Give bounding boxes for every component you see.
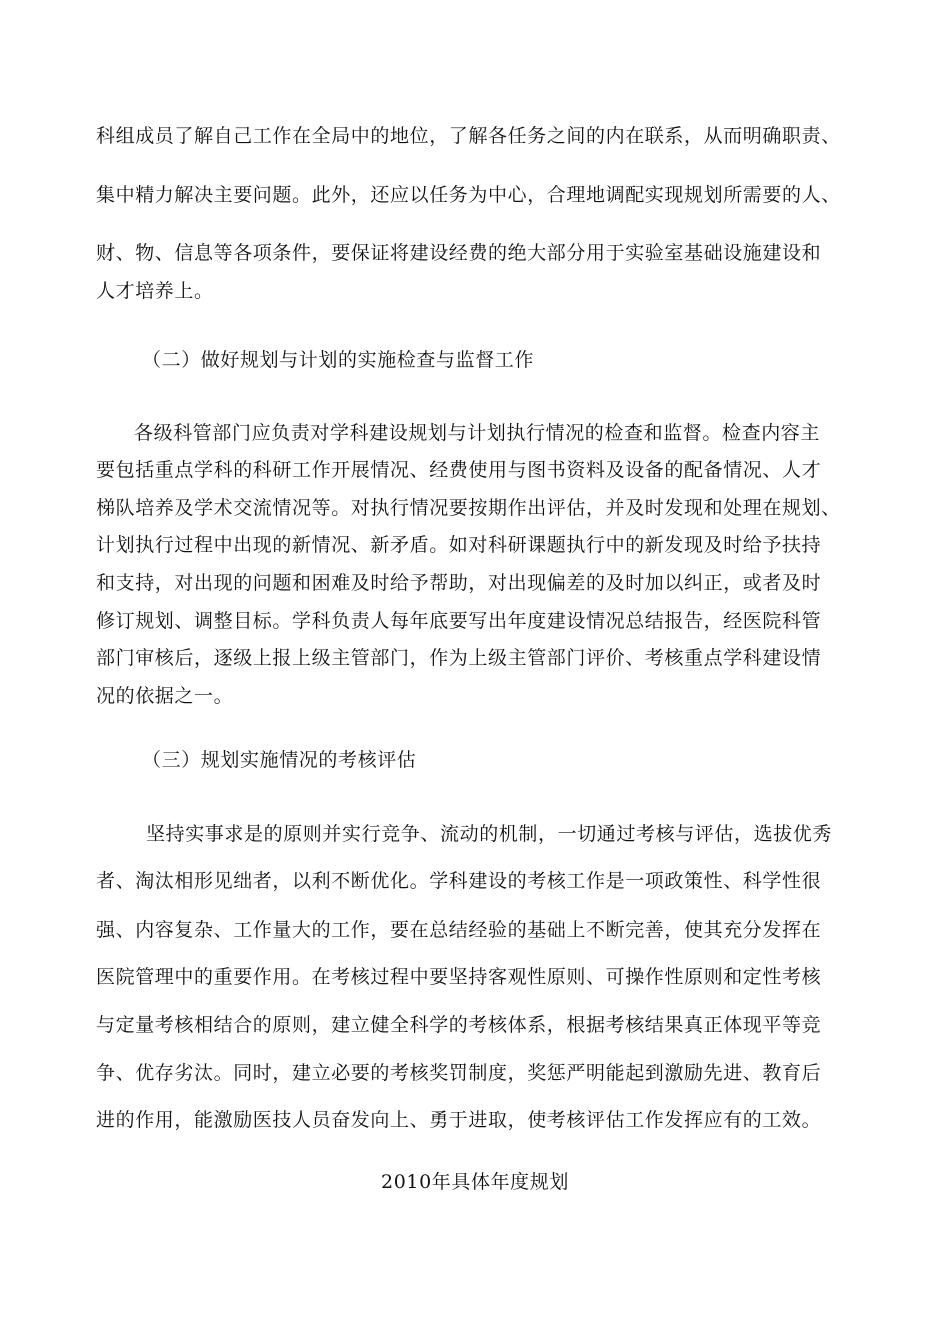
section3-line-4: 医院管理中的重要作用。在考核过程中要坚持客观性原则、可操作性原则和定性考核 — [96, 966, 822, 988]
section3-line-6: 争、优存劣汰。同时，建立必要的考核奖罚制度，奖惩严明能起到激励先进、教育后 — [96, 1062, 822, 1084]
paragraph1-line-4: 人才培养上。 — [96, 280, 214, 302]
section3-line-5: 与定量考核相结合的原则，建立健全科学的考核体系，根据考核结果真正体现平等竞 — [96, 1014, 822, 1036]
section3-line-1: 坚持实事求是的原则并实行竞争、流动的机制，一切通过考核与评估，选拔优秀 — [146, 823, 833, 845]
paragraph1-line-3: 财、物、信息等各项条件，要保证将建设经费的绝大部分用于实验室基础设施建设和 — [96, 242, 822, 264]
section3-line-3: 强、内容复杂、工作量大的工作，要在总结经验的基础上不断完善，使其充分发挥在 — [96, 919, 822, 941]
section2-line-6: 修订规划、调整目标。学科负责人每年底要写出年度建设情况总结报告，经医院科管 — [96, 610, 822, 632]
section2-line-5: 和支持，对出现的问题和困难及时给予帮助，对出现偏差的及时加以纠正，或者及时 — [96, 572, 822, 594]
section3-line-2: 者、淘汰相形见绌者，以利不断优化。学科建设的考核工作是一项政策性、科学性很 — [96, 870, 822, 892]
section2-line-8: 况的依据之一。 — [96, 685, 234, 707]
paragraph1-line-2: 集中精力解决主要问题。此外，还应以任务为中心，合理地调配实现规划所需要的人、 — [96, 184, 841, 206]
section3-heading: （三）规划实施情况的考核评估 — [142, 749, 417, 771]
section2-line-3: 梯队培养及学术交流情况等。对执行情况要按期作出评估，并及时发现和处理在规划、 — [96, 497, 841, 519]
section2-line-1: 各级科管部门应负责对学科建设规划与计划执行情况的检查和监督。检查内容主 — [134, 422, 821, 444]
section2-line-7: 部门审核后，逐级上报上级主管部门，作为上级主管部门评价、考核重点学科建设情 — [96, 647, 822, 669]
section2-heading: （二）做好规划与计划的实施检查与监督工作 — [142, 349, 535, 371]
section3-line-7: 进的作用，能激励医技人员奋发向上、勇于进取，使考核评估工作发挥应有的工效。 — [96, 1109, 822, 1131]
closing-title: 2010年具体年度规划 — [381, 1171, 569, 1193]
section2-line-4: 计划执行过程中出现的新情况、新矛盾。如对科研课题执行中的新发现及时给予扶持 — [96, 534, 822, 556]
paragraph1-line-1: 科组成员了解自己工作在全局中的地位，了解各任务之间的内在联系，从而明确职责、 — [96, 125, 841, 147]
section2-line-2: 要包括重点学科的科研工作开展情况、经费使用与图书资料及设备的配备情况、人才 — [96, 459, 822, 481]
